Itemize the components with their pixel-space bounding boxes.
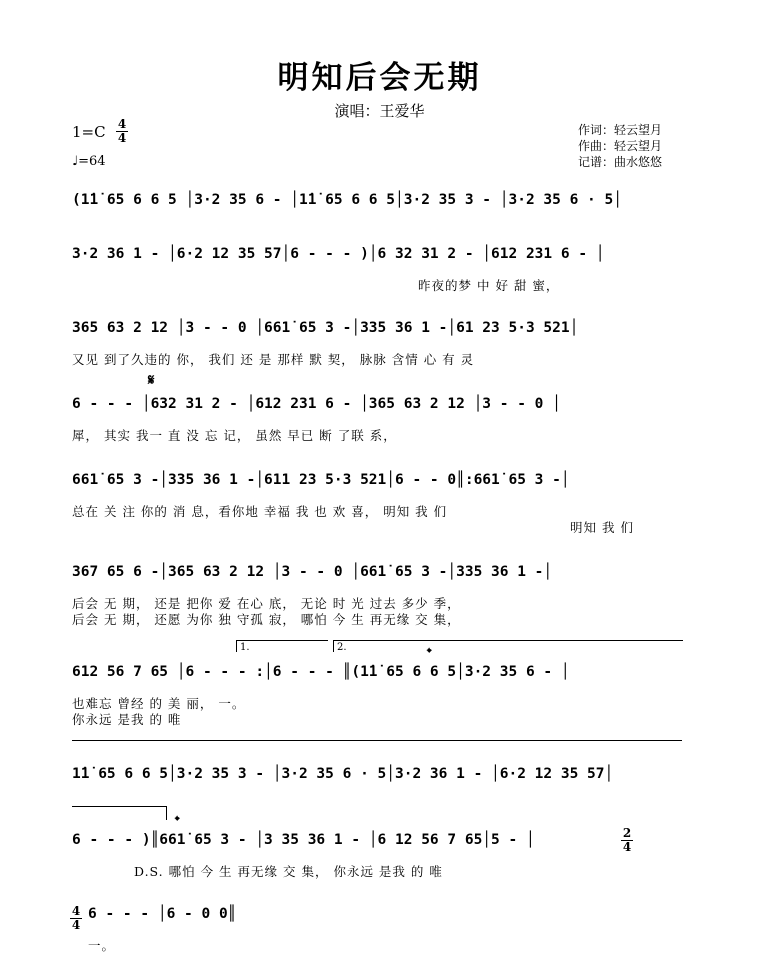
notation-line-7: 612 56 7 65 │6 - - - :│6 - - - ║(1̇1̇ 65 6 6 5│3·2 35 6 - │ bbox=[72, 664, 570, 680]
lyric-line-3: 又见 到了久违的 你， 我们 还 是 那样 默 契， 脉脉 含情 心 有 灵 bbox=[72, 352, 475, 367]
key-signature: 1=C bbox=[72, 123, 106, 141]
lyric-line-6: 后会 无 期， 还是 把你 爱 在心 底， 无论 时 光 过去 多少 季， bbox=[72, 596, 461, 611]
time-change: 2 4 bbox=[622, 826, 632, 854]
notation-line-6: 367 65 6 -│365 63 2 12 │3 - - 0 │661̇ 65 3 -│335 36 1 -│ bbox=[72, 564, 553, 580]
second-ending-label: 2. bbox=[337, 642, 347, 653]
lyric-line-7-verse-2: 你永远 是我 的 唯 bbox=[72, 712, 182, 727]
notation-line-1: (1̇1̇ 65 6 6 5 │3·2 35 6 - │1̇1̇ 65 6 6 5│3·2 35 3 - │3·2 35 6 · 5│ bbox=[72, 192, 622, 208]
tempo-marking: ♩=64 bbox=[72, 154, 106, 169]
lyric-line-4: 犀， 其实 我一 直 没 忘 记， 虽然 早已 断 了联 系， bbox=[72, 428, 397, 443]
section-divider bbox=[72, 740, 682, 741]
lyric-line-5-verse-2: 明知 我 们 bbox=[570, 520, 634, 535]
singer-credit: 演唱：王爱华 bbox=[334, 102, 425, 120]
lyricist-credit: 作词：轻云望月 bbox=[578, 123, 663, 137]
bracket-line bbox=[72, 806, 166, 807]
time-signature-bottom: 4 bbox=[117, 131, 127, 145]
lyric-line-2: 昨夜的梦 中 好 甜 蜜， bbox=[418, 278, 560, 293]
credits-block bbox=[578, 122, 662, 170]
time-signature-top: 4 bbox=[117, 117, 127, 131]
notation-line-2: 3·2 36 1 - │6·2 12 35 57│6 - - - )│6 32 31 2 - │612 231 6 - │ bbox=[72, 246, 605, 262]
lyric-line-7: 也难忘 曾经 的 美 丽， 一。 bbox=[72, 696, 246, 711]
first-ending-label: 1. bbox=[240, 642, 250, 653]
composer-credit: 作曲：轻云望月 bbox=[578, 139, 663, 153]
transcriber-credit: 记谱：曲水悠悠 bbox=[578, 155, 663, 169]
time-change-2: 4 4 bbox=[71, 904, 81, 932]
second-ending-bracket bbox=[333, 640, 683, 641]
lyric-line-5: 总在 关 注 你的 消 息，看你地 幸福 我 也 欢 喜， 明知 我 们 bbox=[72, 504, 448, 519]
notation-line-9: 6 - - - )║661̇ 65 3 - │3 35 36 1 - │6 12 56 7 65│5 - │ bbox=[72, 832, 535, 848]
coda-mark: 𝄌 bbox=[427, 646, 432, 661]
notation-line-8: 1̇1̇ 65 6 6 5│3·2 35 3 - │3·2 35 6 · 5│3·2 36 1 - │6·2 12 35 57│ bbox=[72, 766, 614, 782]
time-signature bbox=[116, 119, 128, 144]
coda-mark-2: 𝄌 bbox=[175, 814, 180, 829]
page-title: 明知后会无期 bbox=[277, 60, 482, 96]
notation-line-5: 661̇ 65 3 -│335 36 1 -│611 23 5·3 521│6 - - 0║:661̇ 65 3 -│ bbox=[72, 472, 570, 488]
notation-line-10: 6 - - - │6 - 0 0║ bbox=[88, 906, 237, 922]
notation-line-3: 365 63 2 12 │3 - - 0 │661̇ 65 3 -│335 36 1 -│61 23 5·3 521│ bbox=[72, 320, 579, 336]
notation-line-4: 6 - - - │632 31 2 - │612 231 6 - │365 63 2 12 │3 - - 0 │ bbox=[72, 396, 561, 412]
segno-mark: 𝄋 bbox=[148, 371, 155, 389]
lyric-line-6-verse-2: 后会 无 期， 还愿 为你 独 守孤 寂， 哪怕 今 生 再无缘 交 集， bbox=[72, 612, 461, 627]
lyric-line-9: D.S. 哪怕 今 生 再无缘 交 集， 你永远 是我 的 唯 bbox=[134, 864, 443, 879]
first-ending-bracket bbox=[236, 640, 328, 641]
lyric-line-10: 一。 bbox=[88, 938, 116, 953]
